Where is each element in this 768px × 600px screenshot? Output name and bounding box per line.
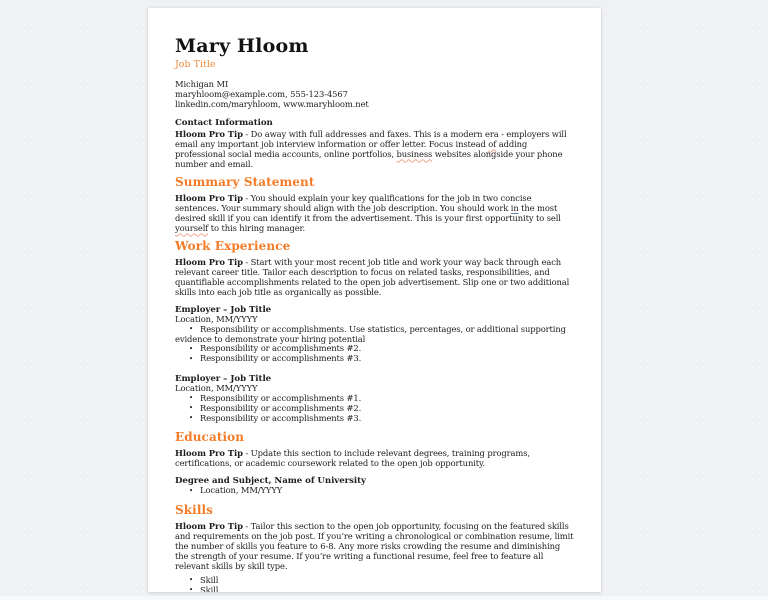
summary-statement-heading: Summary Statement [175, 174, 315, 189]
contact-information-heading: Contact Information [175, 118, 273, 128]
job-entry [175, 374, 574, 424]
tip-text: - Update this section to include relevant degrees, training programs, certifications, or academic coursework related to the open job opportunity. [175, 448, 530, 469]
employer-job-title: Employer – Job Title [175, 373, 272, 384]
viewport-bottom-edge [0, 596, 768, 600]
pro-tip-label: Hloom Pro Tip [175, 256, 243, 267]
bullet-icon: • [189, 576, 194, 585]
contact-line-email-phone: maryhloom@example.com, 555-123-4567 [175, 89, 348, 99]
job-bullet-text: Responsibility or accomplishments #3. [200, 353, 362, 364]
job-bullet-text: Responsibility or accomplishments #3. [200, 412, 362, 423]
skills-heading: Skills [175, 502, 214, 517]
tip-text: to this hiring manager. [208, 222, 306, 233]
job-bullet [175, 325, 574, 345]
contact-block [175, 79, 574, 109]
degree-title: Degree and Subject, Name of University [175, 476, 366, 487]
education-bullet [175, 486, 574, 496]
job-title: Job Title [175, 59, 216, 70]
education-bullet-text: Location, MM/YYYY [200, 485, 283, 496]
job-bullet-text: Responsibility or accomplishments #2. [200, 343, 362, 354]
spellcheck-word: yourself [175, 222, 209, 233]
bullet-icon: • [189, 354, 194, 363]
bullet-icon: • [189, 486, 194, 495]
skill-bullet [175, 586, 574, 592]
tip-text: - Do away with full addresses and faxes. This is a modern era - employers will email any important job interview information or offer letter. Focus instead [175, 128, 567, 149]
education-heading: Education [175, 430, 245, 445]
job-location-date: Location, MM/YYYY [175, 313, 258, 324]
job-bullet [175, 414, 574, 424]
tip-text: the most desired skill if you can identify it from the advertisement. This is your first opportunity to sell [175, 202, 561, 223]
spellcheck-word: of [488, 138, 497, 149]
skills-pro-tip-paragraph [175, 521, 574, 571]
bullet-icon: • [189, 394, 194, 403]
pro-tip-label: Hloom Pro Tip [175, 448, 243, 459]
bullet-icon: • [189, 344, 194, 353]
job-bullet [175, 354, 574, 364]
education-pro-tip-paragraph [175, 448, 574, 468]
job-bullet-text: Responsibility or accomplishments #2. [200, 402, 362, 413]
skill-bullet-text: Skill [200, 574, 219, 585]
employer-job-title: Employer – Job Title [175, 304, 272, 315]
tip-text: - You should explain your key qualifications for the job in two concise sentences. Your summary should align with the job description. You should work [175, 192, 532, 213]
bullet-icon: • [189, 414, 194, 423]
job-bullet-text: Responsibility or accomplishments #1. [200, 392, 362, 403]
pro-tip-label: Hloom Pro Tip [175, 520, 243, 531]
resume-name: Mary Hloom [175, 35, 309, 57]
contact-pro-tip-paragraph [175, 129, 574, 169]
job-bullet-text: Responsibility or accomplishments. Use statistics, percentages, or additional supporting evidence to demonstrate your hiring potential [175, 323, 566, 344]
tip-text: - Tailor this section to the open job opportunity, focusing on the featured skills and requirements on the job post. If you’re writing a chronological or combination resume, limit the number of skills you feature to 6-8. Any more risks crowding the resume and diminishing the strength of your resume. If you’re writing a functional resume, feel free to feature all relevant skills by skill type. [175, 520, 574, 571]
tip-text: - Start with your most recent job title and work your way back through each relevant career title. Tailor each description to focus on related tasks, responsibilities, and quantifiable accomplishments related to the open job advertisement. Slip one or two additional skills into each job title as organically as possible. [175, 256, 570, 297]
skill-bullet [175, 576, 574, 586]
education-entry [175, 476, 574, 497]
grammar-word: in [510, 202, 519, 213]
bullet-icon: • [189, 586, 194, 592]
pro-tip-label: Hloom Pro Tip [175, 128, 243, 139]
resume-page [148, 8, 601, 592]
contact-line-location: Michigan MI [175, 79, 229, 89]
skill-bullet-text: Skill [200, 584, 219, 592]
work-pro-tip-paragraph [175, 257, 574, 297]
contact-line-websites: linkedin.com/maryhloom, www.maryhloom.net [175, 99, 369, 109]
job-entry [175, 305, 574, 365]
tip-text: websites alongside your phone number and email. [175, 148, 563, 169]
skills-list [175, 576, 574, 592]
summary-pro-tip-paragraph [175, 193, 574, 233]
pro-tip-label: Hloom Pro Tip [175, 192, 243, 203]
work-experience-heading: Work Experience [175, 238, 291, 253]
bullet-icon: • [189, 325, 194, 334]
bullet-icon: • [189, 404, 194, 413]
spellcheck-word: business [396, 148, 433, 159]
job-location-date: Location, MM/YYYY [175, 382, 258, 393]
tip-text: adding professional social media accounts, online portfolios, [175, 138, 528, 159]
